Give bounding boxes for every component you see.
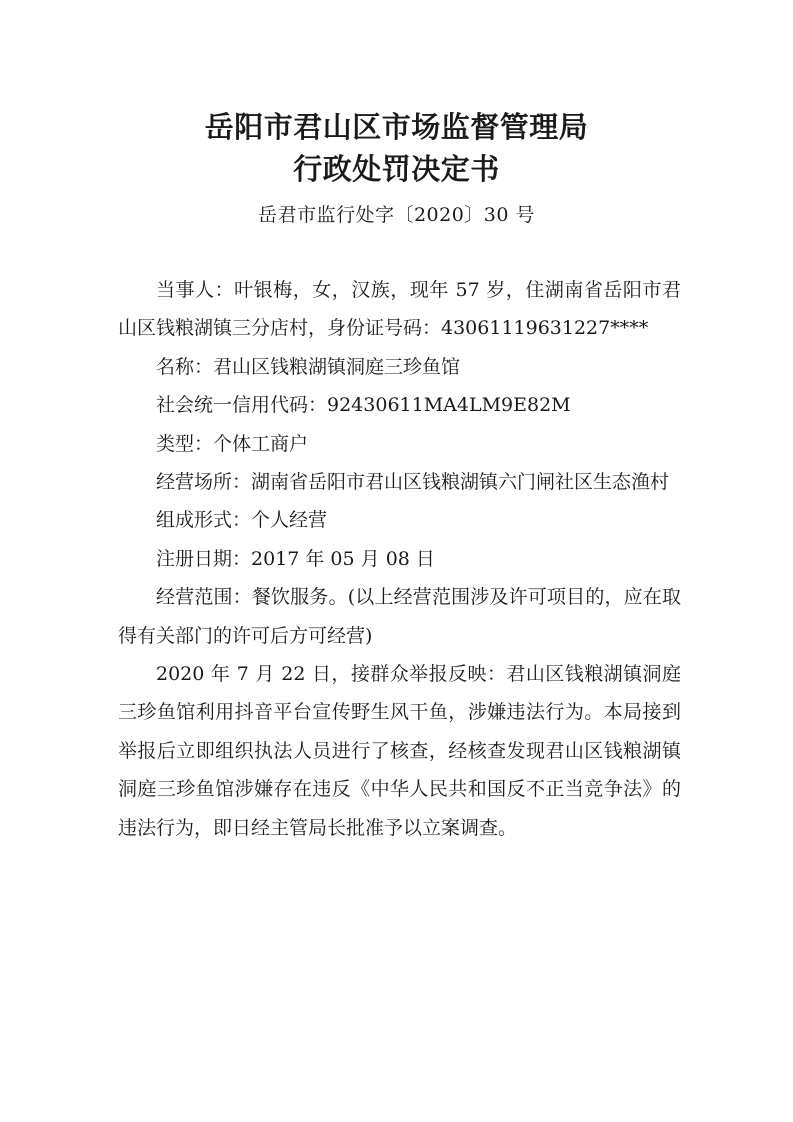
business-scope-paragraph: 经营范围：餐饮服务。(以上经营范围涉及许可项目的，应在取得有关部门的许可后方可经营) [118,586,681,647]
business-name-paragraph: 名称：君山区钱粮湖镇洞庭三珍鱼馆 [156,355,461,378]
registration-date-paragraph: 注册日期：2017 年 05 月 08 日 [156,547,435,570]
organization-form-paragraph: 组成形式：个人经营 [156,509,328,532]
credit-code-paragraph: 社会统一信用代码：92430611MA4LM9E82M [156,394,571,417]
document-title-agency: 岳阳市君山区市场监督管理局 [204,110,589,144]
document-body [118,271,681,847]
business-address-paragraph: 经营场所：湖南省岳阳市君山区钱粮湖镇六门闸社区生态渔村 [156,471,670,494]
document-title-type: 行政处罚决定书 [293,152,500,186]
business-type-paragraph: 类型：个体工商户 [156,432,309,455]
party-info-paragraph: 当事人：叶银梅，女，汉族，现年 57 岁，住湖南省岳阳市君山区钱粮湖镇三分店村，身份证号码：43061119631227**** [118,279,681,340]
case-facts-paragraph: 2020 年 7 月 22 日，接群众举报反映：君山区钱粮湖镇洞庭三珍鱼馆利用抖音平台宣传野生风干鱼，涉嫌违法行为。本局接到举报后立即组织执法人员进行了核查，经核查发现君山区钱粮湖镇洞庭三珍鱼馆涉嫌存在违反《中华人民共和国反不正当竞争法》的违法行为，即日经主管局长批准予以立案调查。 [118,663,681,839]
document-number: 岳君市监行处字〔2020〕30 号 [257,204,536,226]
